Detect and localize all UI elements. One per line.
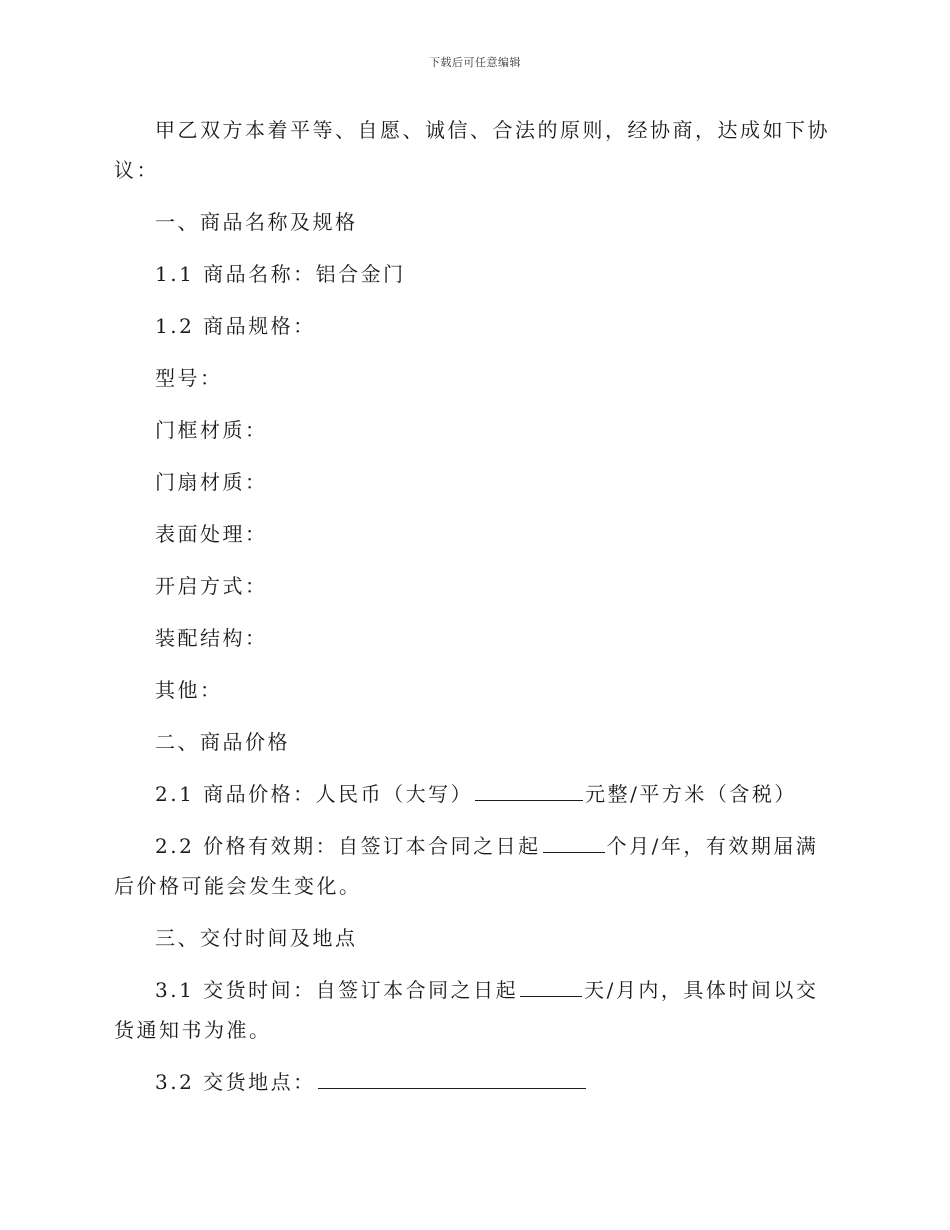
clause-3-1-text-a: 3.1 交货时间：自签订本合同之日起	[155, 978, 519, 1002]
clause-2-2	[114, 826, 834, 906]
spec-opening-method: 开启方式：	[155, 574, 268, 598]
clause-2-1-text-b: 元整/平方米（含税）	[585, 782, 797, 806]
clause-3-1-text-b: 天/月内，具体时间以交货通知书为准。	[114, 978, 819, 1042]
spec-surface-treatment: 表面处理：	[155, 522, 268, 546]
spec-frame-material: 门框材质：	[155, 418, 268, 442]
price-blank	[475, 774, 583, 801]
spec-assembly-structure: 装配结构：	[155, 626, 268, 650]
validity-blank	[543, 826, 605, 853]
spec-model: 型号：	[155, 366, 223, 390]
document-body	[114, 110, 834, 1114]
clause-3-2-text-a: 3.2 交货地点：	[155, 1070, 316, 1094]
clause-3-2	[114, 1062, 834, 1102]
clause-1-2: 1.2 商品规格：	[155, 314, 316, 338]
clause-3-1	[114, 970, 834, 1050]
page-header: 下载后可任意编辑	[429, 56, 521, 69]
section-1-title: 一、商品名称及规格	[155, 210, 358, 234]
spec-leaf-material: 门扇材质：	[155, 470, 268, 494]
clause-2-2-text-a: 2.2 价格有效期：自签订本合同之日起	[155, 834, 541, 858]
clause-2-1-text-a: 2.1 商品价格：人民币（大写）	[155, 782, 474, 806]
section-2-title: 二、商品价格	[155, 730, 290, 754]
delivery-location-blank	[318, 1062, 586, 1089]
clause-1-1: 1.1 商品名称：铝合金门	[155, 262, 406, 286]
clause-2-1	[114, 774, 834, 814]
section-3-title: 三、交付时间及地点	[155, 926, 358, 950]
intro-paragraph: 甲乙双方本着平等、自愿、诚信、合法的原则，经协商，达成如下协议：	[114, 118, 830, 182]
delivery-time-blank	[520, 970, 582, 997]
spec-other: 其他：	[155, 678, 223, 702]
clause-2-2-text-b: 个月/年，有效期届满后价格可能会发生变化。	[114, 834, 819, 898]
